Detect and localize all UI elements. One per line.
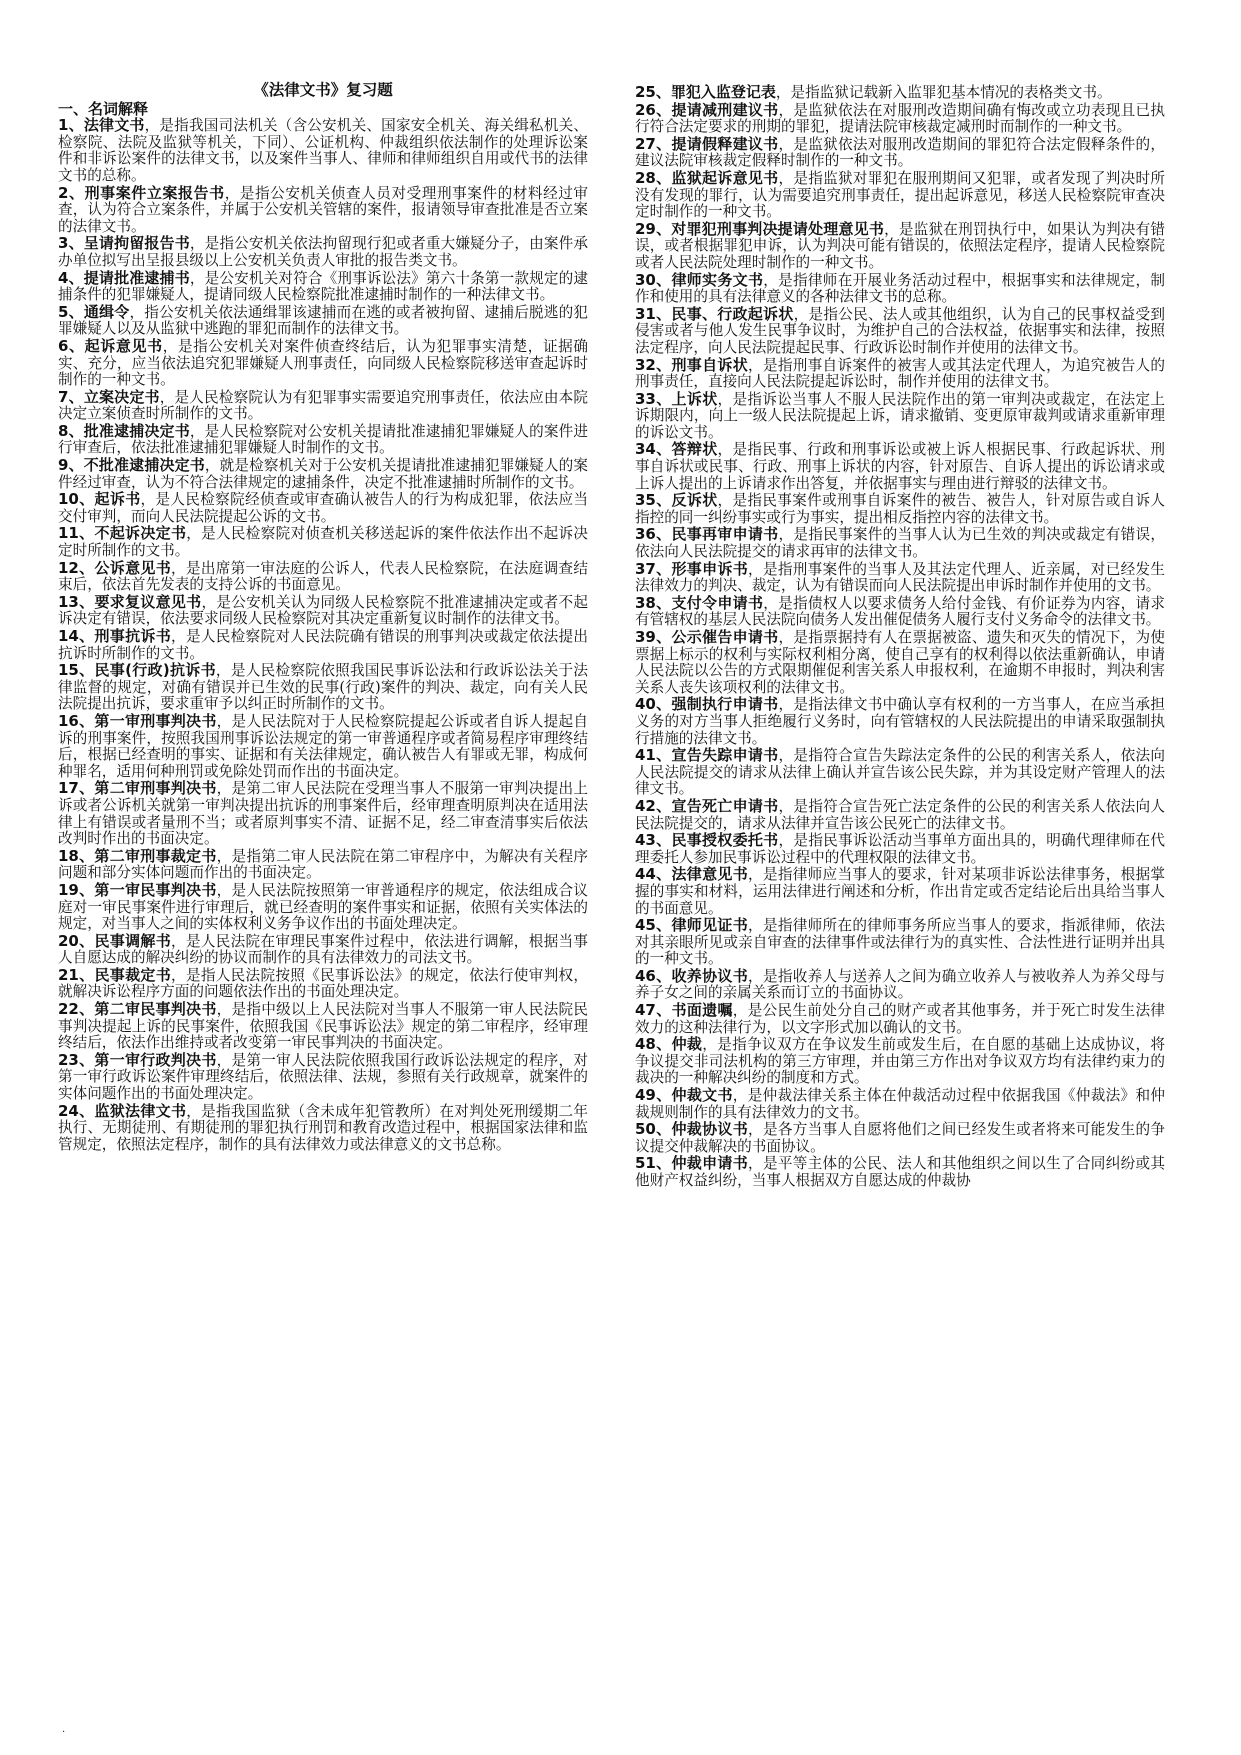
entry-heading [635,169,778,187]
entry-definition: ，是人民检察院依照我国民事诉讼法和行政诉讼法关于法律监督的规定，对确有错误并已生效的民事(行政)案件的判决、裁定，向有关人民法院提出抗诉，要求重审予以纠正时所制作的文书。 [58,662,589,713]
entry-number: 50、 [635,1120,672,1139]
definition-entry [635,917,1165,968]
entry-definition: ，是仲裁法律关系主体在仲裁活动过程中依据我国《仲裁法》和仲裁规则制作的具有法律效力的文书。 [635,1087,1165,1121]
entry-definition: ，是指债权人以要求债务人给付金钱、有价证券为内容，请求有管辖权的基层人民法院向债务人发出催促债务人履行支付义务命令的法律文书。 [635,594,1165,629]
footer-mark: . [62,1724,66,1735]
entry-number: 41、 [635,746,672,765]
entry-heading [58,269,190,287]
entry-term: 刑事自诉状 [671,355,749,374]
definition-entry [58,594,588,628]
definition-entry [635,696,1165,747]
entry-term: 仲裁 [671,1035,703,1054]
entry-heading [58,966,171,984]
entry-definition: ，是人民检察院认为有犯罪事实需要追究刑事责任，依法应由本院决定立案侦查时所制作的文书。 [58,388,588,423]
entry-heading [58,712,217,730]
definition-entry [58,491,588,525]
entry-number: 37、 [635,559,672,578]
definition-entry [58,389,588,423]
entry-definition: ，是监狱依法在对服刑改造期间确有悔改或立功表现且已执行符合法定要求的刑期的罪犯，提请法院审核裁定减刑时而制作的一种文书。 [635,101,1165,136]
entry-heading [58,1102,186,1120]
entry-number: 30、 [635,270,672,289]
entry-term: 第二审民事判决书 [94,1000,217,1019]
entry-term: 不起诉决定书 [94,524,187,543]
entry-definition: ，是指符合宣告失踪法定条件的公民的利害关系人，依法向人民法院提交的请求从法律上确认并宣告该公民失踪，并为其设定财产管理人的法律文书。 [635,747,1165,798]
entry-number: 42、 [635,796,672,815]
entry-heading [635,83,776,101]
entry-heading [58,490,141,508]
entry-term: 上诉状 [671,389,718,408]
entry-term: 要求复议意见书 [94,592,202,611]
entry-heading [58,456,205,474]
entry-heading [58,388,160,406]
definition-entry [635,492,1165,526]
entry-heading [635,1086,733,1104]
entry-term: 形事申诉书 [671,559,749,578]
entry-number: 4、 [58,268,84,287]
definition-entry [58,270,588,304]
entry-definition: ，是指刑事自诉案件的被害人或其法定代理人，为追究被告人的刑事责任，直接向人民法院提起诉讼时，制作并使用的法律文书。 [635,356,1165,391]
definition-entry [635,629,1165,696]
definition-entry [635,221,1165,272]
entry-definition: ，是人民法院在审理民事案件过程中，依法进行调解，根据当事人自愿达成的解决纠纷的协议而制作的具有法律效力的司法文书。 [58,932,588,967]
entry-term: 反诉状 [671,491,718,510]
entry-heading [58,881,217,899]
entry-definition: ，是指符合宣告死亡法定条件的公民的利害关系人依法向人民法院提交的，请求从法律并宣告该公民死亡的法律文书。 [635,797,1165,832]
definition-entry [635,968,1165,1002]
entry-definition: ，指公安机关依法通缉罪该逮捕而在逃的或者被拘留、逮捕后脱逃的犯罪嫌疑人以及从监狱中逃跑的罪犯而制作的法律文书。 [58,303,589,338]
entry-heading [635,746,778,764]
definition-entry [635,1155,1165,1189]
entry-term: 民事授权委托书 [671,831,779,850]
entry-heading [58,932,171,950]
entry-definition: ，是指人民法院按照《民事诉讼法》的规定，依法行使审判权，就解决诉讼程序方面的问题依法作出的书面处理决定。 [58,966,588,1001]
entry-term: 通缉令 [83,302,130,321]
entry-heading [58,627,171,645]
entry-heading [635,831,778,849]
entry-number: 28、 [635,168,672,187]
entry-number: 11、 [58,524,95,543]
entry-number: 1、 [58,116,84,135]
entry-number: 22、 [58,1000,95,1019]
entry-definition: ，是人民检察院对公安机关提请批准逮捕犯罪嫌疑人的案件进行审查后，依法批准逮捕犯罪嫌疑人时制作的文书。 [58,422,588,457]
entry-term: 民事调解书 [94,931,172,950]
entry-number: 7、 [58,387,84,406]
entry-heading [635,865,748,883]
definition-entry [635,102,1165,136]
entry-heading [635,220,884,238]
entry-number: 47、 [635,1001,672,1020]
entry-term: 民事再审申请书 [671,525,779,544]
entry-term: 律师实务文书 [671,270,764,289]
entry-number: 35、 [635,491,672,510]
definition-entry [58,423,588,457]
entry-number: 8、 [58,421,84,440]
entry-number: 29、 [635,219,672,238]
entry-number: 32、 [635,355,672,374]
entry-definition: ，是第二审人民法院在受理当事人不服第一审判决提出上诉或者公诉机关就第一审判决提出抗诉的刑事案件后，经审理查明原判决在适用法律上有错误或者量刑不当；或者原判事实不清、证据不足，经二审查清事实后依法改判时作出的书面决定。 [58,780,588,848]
entry-number: 40、 [635,695,672,714]
entry-term: 第一审行政判决书 [94,1050,217,1069]
entry-heading [635,1035,702,1053]
entry-term: 民事(行政)抗诉书 [94,661,216,680]
entry-heading [635,305,794,323]
entry-definition: ，是公安机关对符合《刑事诉讼法》第六十条第一款规定的逮捕条件的犯罪嫌疑人，提请同级人民检察院批准逮捕时制作的一种法律文书。 [58,269,588,304]
entry-term: 不批准逮捕决定书 [83,456,205,475]
entry-term: 支付令申请书 [671,593,764,612]
entry-number: 10、 [58,490,95,509]
right-entries [635,84,1165,1190]
entry-definition: ，是指监狱记载新入监罪犯基本情况的表格类文书。 [775,84,1112,101]
entry-term: 法律文书 [83,116,145,135]
entry-term: 公诉意见书 [94,558,172,577]
definition-entry [58,117,588,184]
entry-term: 书面遗嘱 [671,1001,733,1020]
entry-number: 44、 [635,865,672,884]
definition-entry [635,272,1165,306]
entry-term: 提请假释建议书 [671,134,779,153]
definition-entry [635,391,1165,442]
entry-definition: ，是监狱依法对服刑改造期间的罪犯符合法定假释条件的，建议法院审核裁定假释时制作的一种文书。 [635,135,1165,170]
entry-definition: ，是指公安机关对案件侦查终结后，认为犯罪事实清楚，证据确实、充分，应当依法追究犯罪嫌疑人刑事责任，向同级人民检察院移送审查起诉时制作的一种文书。 [58,337,588,389]
entry-number: 38、 [635,593,672,612]
definition-entry [58,525,588,559]
definition-entry [58,560,588,594]
document-title: 《法律文书》复习题 [253,80,393,99]
entry-term: 对罪犯刑事判决提请处理意见书 [671,219,885,238]
entry-heading [635,440,718,458]
entry-heading [635,967,748,985]
entry-term: 呈请拘留报告书 [83,234,190,253]
definition-entry [58,780,588,847]
entry-term: 收养协议书 [671,966,749,985]
entry-heading [58,524,186,542]
entry-number: 18、 [58,846,95,865]
entry-term: 刑事案件立案报告书 [84,183,225,202]
entry-definition: ，是公安机关认为同级人民检察院不批准逮捕决定或者不起诉决定有错误，依法要求同级人民检察院对其决定重新复议时制作的法律文书。 [58,593,588,628]
definition-entry [58,662,588,713]
entry-definition: ，是指律师在开展业务活动过程中，根据事实和法律规定，制作和使用的具有法律意义的各种法律文书的总称。 [635,271,1165,306]
entry-heading [635,695,778,713]
entry-definition: ，是指争议双方在争议发生前或发生后，在自愿的基础上达成协议，将争议提交非司法机构的第三方审理，并由第三方作出对争议双方均有法律约束力的裁决的一种解决纠纷的制度和方式。 [635,1036,1165,1087]
entry-heading [58,1000,217,1018]
entry-term: 强制执行申请书 [671,695,779,714]
entry-number: 31、 [635,304,672,323]
entry-heading [635,1001,733,1019]
entry-number: 27、 [635,134,672,153]
definition-entry [58,457,588,491]
entry-definition: ，是公民生前处分自己的财产或者其他事务，并于死亡时发生法律效力的这种法律行为，以文字形式加以确认的文书。 [635,1002,1165,1036]
entry-heading [58,184,225,202]
entry-heading [58,303,129,321]
entry-heading [635,390,718,408]
entry-definition: ，是指监狱对罪犯在服刑期间又犯罪，或者发现了判决时所没有发现的罪行，认为需要追究刑事责任，提出起诉意见，移送人民检察院审查决定时制作的一种文书。 [635,169,1165,221]
definition-entry [635,441,1165,492]
entry-term: 起诉意见书 [84,336,163,355]
entry-number: 21、 [58,965,95,984]
entry-heading [58,1051,217,1069]
definition-entry [58,967,588,1001]
entry-heading [58,337,163,355]
entry-definition: ，是指公民、法人或其他组织，认为自己的民事权益受到侵害或者与他人发生民事争议时，为维护自己的合法权益，依据事实和法律，按照法定程序，向人民法院提起民事、行政诉讼时制作并使用的法律文书。 [635,305,1165,356]
section-heading: 一、名词解释 [58,99,149,118]
entry-number: 16、 [58,711,95,730]
entry-heading [58,422,190,440]
entry-definition: ，是人民检察院对侦查机关移送起诉的案件依法作出不起诉决定时所制作的文书。 [58,525,588,560]
entry-term: 仲裁文书 [671,1086,733,1105]
entry-term: 监狱起诉意见书 [671,168,779,187]
entry-heading [635,628,778,646]
entry-number: 49、 [635,1086,672,1105]
entry-term: 仲裁申请书 [671,1154,749,1173]
entry-term: 起诉书 [94,490,141,509]
definition-entry [58,933,588,967]
entry-term: 第二审刑事裁定书 [94,846,217,865]
entry-term: 宣告失踪申请书 [671,746,779,765]
entry-number: 9、 [58,456,84,475]
entry-heading [58,847,217,865]
entry-number: 23、 [58,1050,95,1069]
definition-entry [635,595,1165,629]
entry-heading [635,1154,748,1172]
entry-definition: ，是指诉讼当事人不服人民法院作出的第一审判决或裁定，在法定上诉期限内，向上一级人民法院提起上诉，请求撤销、变更原审裁判或请求重新审理的诉讼文书。 [635,390,1165,441]
entry-definition: ，是各方当事人自愿将他们之间已经发生或者将来可能发生的争议提交仲裁解决的书面协议。 [635,1121,1165,1155]
definition-entry [58,1052,588,1103]
entry-heading [635,101,778,119]
entry-heading [635,491,718,509]
definition-entry [58,882,588,933]
entry-term: 公示催告申请书 [671,628,779,646]
definition-entry [635,170,1165,221]
entry-definition: ，是出席第一审法庭的公诉人，代表人民检察院，在法庭调查结束后，依法首先发表的支持公诉的书面意见。 [58,559,588,594]
entry-number: 13、 [58,592,95,611]
entry-term: 提请批准逮捕书 [83,268,190,287]
entry-definition: ，就是检察机关对于公安机关提请批准逮捕犯罪嫌疑人的案件经过审查，认为不符合法律规定的逮捕条件，决定不批准逮捕时所制作的文书。 [58,457,588,491]
entry-definition: ，是指民事诉讼活动当事单方面出具的，明确代理律师在代理委托人参加民事诉讼过程中的代理权限的法律文书。 [635,832,1165,866]
entry-heading [635,916,748,934]
entry-number: 51、 [635,1154,672,1173]
definition-entry [635,1036,1165,1087]
entry-definition: ，是指民事、行政和刑事诉讼或被上诉人根据民事、行政起诉状、刑事自诉状或民事、行政、刑事上诉状的内容，针对原告、自诉人提出的诉讼请求或上诉人提出的上诉请求作出答复，并依据事实与理由进行辩驳的法律文书。 [635,441,1165,492]
entry-term: 立案决定书 [83,387,160,406]
definition-entry [58,848,588,882]
entry-number: 6、 [58,336,85,355]
entry-definition: ，是指刑事案件的当事人及其法定代理人、近亲属，对已经发生法律效力的判决、裁定，认为有错误而向人民法院提出申诉时制作并使用的文书。 [635,560,1165,595]
entry-number: 36、 [635,525,672,544]
entry-term: 第一审刑事判决书 [94,711,217,730]
entry-heading [635,560,748,578]
entry-heading [635,594,763,612]
entry-heading [635,1120,748,1138]
entry-number: 3、 [58,234,84,253]
entry-number: 20、 [58,931,95,950]
entry-definition: ，是指中级以上人民法院对当事人不服第一审人民法院民事判决提起上诉的民事案件，依照我国《民事诉讼法》规定的第二审程序，经审理终结后，依法作出维持或者改变第一审民事判决的书面决定。 [58,1001,588,1052]
definition-entry [635,832,1165,866]
entry-term: 民事裁定书 [94,965,172,984]
entry-heading [635,271,763,289]
definition-entry [635,84,1165,102]
entry-heading [58,559,171,577]
entry-number: 15、 [58,661,95,680]
entry-term: 法律意见书 [671,865,749,884]
entry-number: 19、 [58,880,95,899]
entry-term: 宣告死亡申请书 [671,796,779,815]
entry-definition: ，是指票据持有人在票据被盗、遗失和灭失的情况下，为使票据上标示的权利与实际权利相分离，使自己享有的权利得以依法重新确认，申请人民法院以公告的方式限期催促利害关系人申报权利，在逾期不申报时，判决利害关系人丧失该项权利的法律文书。 [635,629,1165,696]
entry-term: 刑事抗诉书 [94,627,172,645]
entry-definition: ，是指民事案件或刑事自诉案件的被告、被告人，针对原告或自诉人指控的同一纠纷事实或行为事实，提出相反指控内容的法律文书。 [635,492,1165,526]
definition-entry [635,866,1165,917]
left-column [58,82,588,1153]
definition-entry [635,1087,1165,1121]
entry-heading [635,525,778,543]
entry-heading [58,593,201,611]
definition-entry [635,747,1165,798]
definition-entry [635,357,1165,391]
definition-entry [635,1002,1165,1036]
entry-definition: ，是指我国监狱（含未成年犯管教所）在对判处死刑缓期二年执行、无期徒刑、有期徒刑的罪犯执行刑罚和教育改造过程中，根据国家法律和监管规定，依照法定程序，制作的具有法律效力或法律意义的文书总称。 [58,1102,588,1153]
definition-entry [635,526,1165,560]
entry-term: 提请减刑建议书 [671,100,779,119]
entry-heading [58,661,216,679]
right-column [635,84,1165,1190]
entry-term: 第二审刑事判决书 [94,779,217,798]
entry-heading [58,234,190,252]
entry-number: 24、 [58,1101,95,1120]
entry-number: 26、 [635,100,672,119]
entry-number: 33、 [635,389,672,408]
entry-number: 45、 [635,916,672,935]
entry-number: 46、 [635,966,672,985]
entry-definition: ，是指我国司法机关（含公安机关、国家安全机关、海关缉私机关、检察院、法院及监狱等机关，下同）、公证机构、仲裁组织依法制作的处理诉讼案件和非诉讼案件的法律文书，以及案件当事人、律师和律师组织自用或代书的法律文书的总称。 [58,117,588,184]
entry-term: 批准逮捕决定书 [83,421,190,440]
entry-number: 17、 [58,779,95,798]
definition-entry [58,338,588,389]
entry-definition: ，是人民法院对于人民检察院提起公诉或者自诉人提起自诉的刑事案件，按照我国刑事诉讼法规定的第一审普通程序或者简易程序审理终结后，根据已经查明的事实、证据和有关法律规定，确认被告人有罪或无罪，构成何种罪名，适用何种刑罚或免除处罚而作出的书面决定。 [58,712,588,780]
entry-definition: ，是第一审人民法院依照我国行政诉讼法规定的程序，对第一审行政诉讼案件审理终结后，依照法律、法规，参照有关行政规章，就案件的实体问题作出的书面处理决定。 [58,1051,588,1103]
definition-entry [58,1103,588,1154]
entry-definition: ，是指公安机关依法拘留现行犯或者重大嫌疑分子，由案件承办单位拟写出呈报县级以上公安机关负责人审批的报告类文书。 [58,235,588,269]
entry-definition: ，是平等主体的公民、法人和其他组织之间以生了合同纠纷或其他财产权益纠纷，当事人根据双方自愿达成的仲裁协 [635,1155,1165,1189]
entry-number: 5、 [58,302,84,321]
entry-definition: ，是指律师应当事人的要求，针对某项非诉讼法律事务，根据掌握的事实和材料，运用法律进行阐述和分析，作出肯定或否定结论后出具给当事人的书面意见。 [635,866,1165,917]
entry-number: 2、 [58,183,85,202]
entry-definition: ，是指法律文书中确认享有权利的一方当事人，在应当承担义务的对方当事人拒绝履行义务时，向有管辖权的人民法院提出的申请采取强制执行措施的法律文书。 [635,696,1165,747]
definition-entry [635,1121,1165,1155]
entry-heading [635,797,778,815]
entry-term: 答辩状 [671,440,718,459]
entry-definition: ，是指第二审人民法院在第二审程序中，为解决有关程序问题和部分实体问题而作出的书面决定。 [58,847,588,882]
entry-definition: ，是人民检察院对人民法院确有错误的刑事判决或裁定依法提出抗诉时所制作的文书。 [58,628,588,662]
left-entries [58,117,588,1153]
entry-definition: ，是指民事案件的当事人认为已生效的判决或裁定有错误，依法向人民法院提交的请求再审的法律文书。 [635,526,1165,561]
entry-definition: ，是指律师所在的律师事务所应当事人的要求，指派律师，依法对其亲眼所见或亲自审查的法律事件或法律行为的真实性、合法性进行证明并出具的一种文书。 [635,917,1165,968]
entry-definition: ，是指收养人与送养人之间为确立收养人与被收养人为养父母与养子女之间的亲属关系而订立的书面协议。 [635,967,1165,1002]
entry-term: 律师见证书 [671,916,749,935]
entry-term: 第一审民事判决书 [94,880,217,899]
entry-number: 48、 [635,1035,672,1054]
entry-number: 14、 [58,627,95,645]
entry-number: 34、 [635,440,672,459]
entry-heading [58,779,217,797]
entry-definition: ，是人民法院按照第一审普通程序的规定，依法组成合议庭对一审民事案件进行审理后，就已经查明的案件事实和证据，依照有关实体法的规定，对当事人之间的实体权利义务争议作出的书面处理决定。 [58,881,588,933]
entry-definition: ，是人民检察院经侦查或审查确认被告人的行为构成犯罪，依法应当交付审判，而向人民法院提起公诉的文书。 [58,491,588,525]
entry-heading [58,116,145,134]
definition-entry [58,713,588,780]
entry-heading [635,356,748,374]
entry-term: 罪犯入监登记表 [670,83,776,101]
definition-entry [635,306,1165,357]
definition-entry [635,798,1165,832]
definition-entry [58,185,588,236]
definition-entry [635,136,1165,170]
entry-term: 监狱法律文书 [94,1101,187,1120]
entry-number: 39、 [635,628,672,646]
entry-number: 25、 [635,83,671,101]
definition-entry [58,235,588,269]
definition-entry [58,628,588,662]
definition-entry [635,561,1165,595]
entry-term: 仲裁协议书 [671,1120,749,1139]
entry-term: 民事、行政起诉状 [671,304,794,323]
entry-definition: ，是监狱在刑罚执行中，如果认为判决有错误，或者根据罪犯申诉，认为判决可能有错误的，依照法定程序，提请人民检察院或者人民法院处理时制作的一种文书。 [635,220,1165,271]
entry-heading [635,135,778,153]
entry-number: 43、 [635,831,672,850]
entry-definition: ，是指公安机关侦查人员对受理刑事案件的材料经过审查，认为符合立案条件，并属于公安机关管辖的案件，报请领导审查批准是否立案的法律文书。 [58,184,588,235]
entry-number: 12、 [58,558,95,577]
definition-entry [58,304,588,338]
definition-entry [58,1001,588,1052]
